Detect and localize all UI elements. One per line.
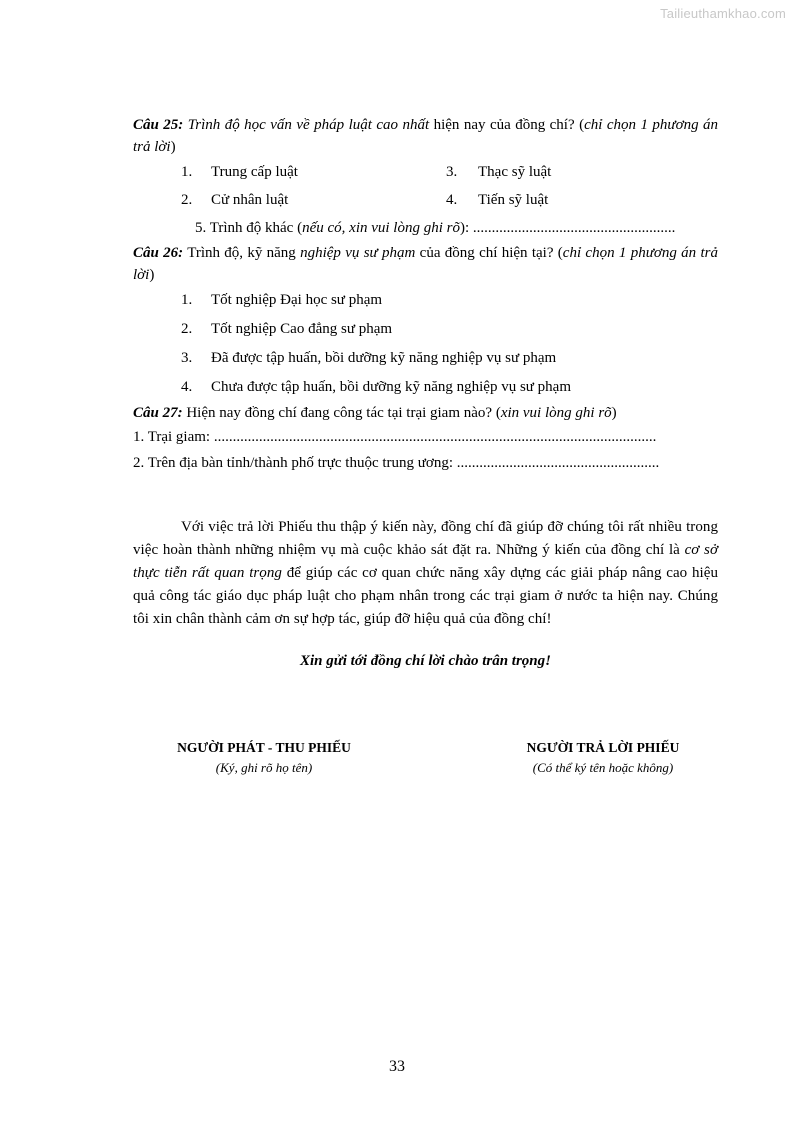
- signature-respondent: NGƯỜI TRẢ LỜI PHIẾU (Có thể ký tên hoặc không): [526, 740, 680, 775]
- other-option[interactable]: 5. Trình độ khác (nếu có, xin vui lòng ghi rõ): ......................................................: [195, 220, 676, 236]
- watermark: Tailieuthamkhao.com: [660, 6, 786, 21]
- question-number: Câu 25:: [133, 117, 184, 133]
- greeting: Xin gửi tới đồng chí lời chào trân trọng!: [300, 653, 551, 669]
- option-row: [133, 286, 718, 315]
- option-item[interactable]: 2. Tốt nghiệp Cao đẳng sư phạm: [181, 321, 393, 337]
- signature-distributor: NGƯỜI PHÁT - THU PHIẾU (Ký, ghi rõ họ tên): [177, 740, 351, 775]
- option-item[interactable]: 4. Chưa được tập huấn, bồi dưỡng kỹ năng nghiệp vụ sư phạm: [181, 379, 571, 395]
- option-item[interactable]: 4. Tiến sỹ luật: [446, 191, 549, 208]
- question-hint: chỉ chọn 1 phương án trả lời: [133, 245, 718, 283]
- document-body: [133, 114, 718, 670]
- fill-line-prison[interactable]: 1. Trại giam: ......................................................................................................................: [133, 429, 657, 445]
- question-25: Câu 25: Trình độ học vấn về pháp luật cao nhất hiện nay của đồng chí? (chỉ chọn 1 phương án trả lời): [133, 117, 719, 155]
- fill-line-province[interactable]: 2. Trên địa bàn tỉnh/thành phố trực thuộc trung ương: ......................................................: [133, 455, 660, 471]
- option-row: [133, 158, 718, 186]
- option-row: [133, 315, 718, 344]
- option-item[interactable]: 1. Trung cấp luật: [181, 163, 298, 180]
- options-25: [133, 158, 718, 242]
- closing-paragraph: Với việc trả lời Phiếu thu thập ý kiến này, đồng chí đã giúp đỡ chúng tôi rất nhiều trong việc hoàn thành những nhiệm vụ mà cuộc khảo sát đặt ra. Những ý kiến của đồng chí là cơ sở thực tiễn rất quan trọng để giúp các cơ quan chức năng xây dựng các giải pháp nâng cao hiệu quả công tác giáo dục pháp luật cho phạm nhân trong các trại giam ở nước ta hiện nay. Chúng tôi xin chân thành cảm ơn sự hợp tác, giúp đỡ hiệu quả của đồng chí!: [133, 519, 718, 627]
- question-italic: Trình độ học vấn về pháp luật cao nhất: [187, 117, 430, 133]
- page-number: 33: [389, 1058, 405, 1075]
- option-item[interactable]: 1. Tốt nghiệp Đại học sư phạm: [181, 292, 383, 308]
- option-row: [133, 344, 718, 373]
- option-item[interactable]: 3. Đã được tập huấn, bồi dưỡng kỹ năng nghiệp vụ sư phạm: [181, 350, 557, 366]
- question-26: Câu 26: Trình độ, kỹ năng nghiệp vụ sư phạm của đồng chí hiện tại? (chỉ chọn 1 phương án trả lời): [133, 245, 718, 283]
- option-row: [133, 186, 718, 214]
- question-hint: xin vui lòng ghi rõ: [500, 405, 612, 421]
- option-item[interactable]: 2. Cử nhân luật: [181, 191, 289, 208]
- question-number: Câu 27:: [133, 405, 183, 421]
- question-number: Câu 26:: [133, 245, 184, 261]
- question-hint: chỉ chọn 1 phương án trả lời: [133, 117, 719, 155]
- question-27: Câu 27: Hiện nay đồng chí đang công tác tại trại giam nào? (xin vui lòng ghi rõ): [133, 405, 617, 421]
- option-row: [133, 373, 718, 402]
- option-item[interactable]: 3. Thạc sỹ luật: [446, 163, 552, 180]
- options-26: [133, 286, 718, 402]
- question-text: hiện nay của đồng chí? (: [429, 117, 585, 133]
